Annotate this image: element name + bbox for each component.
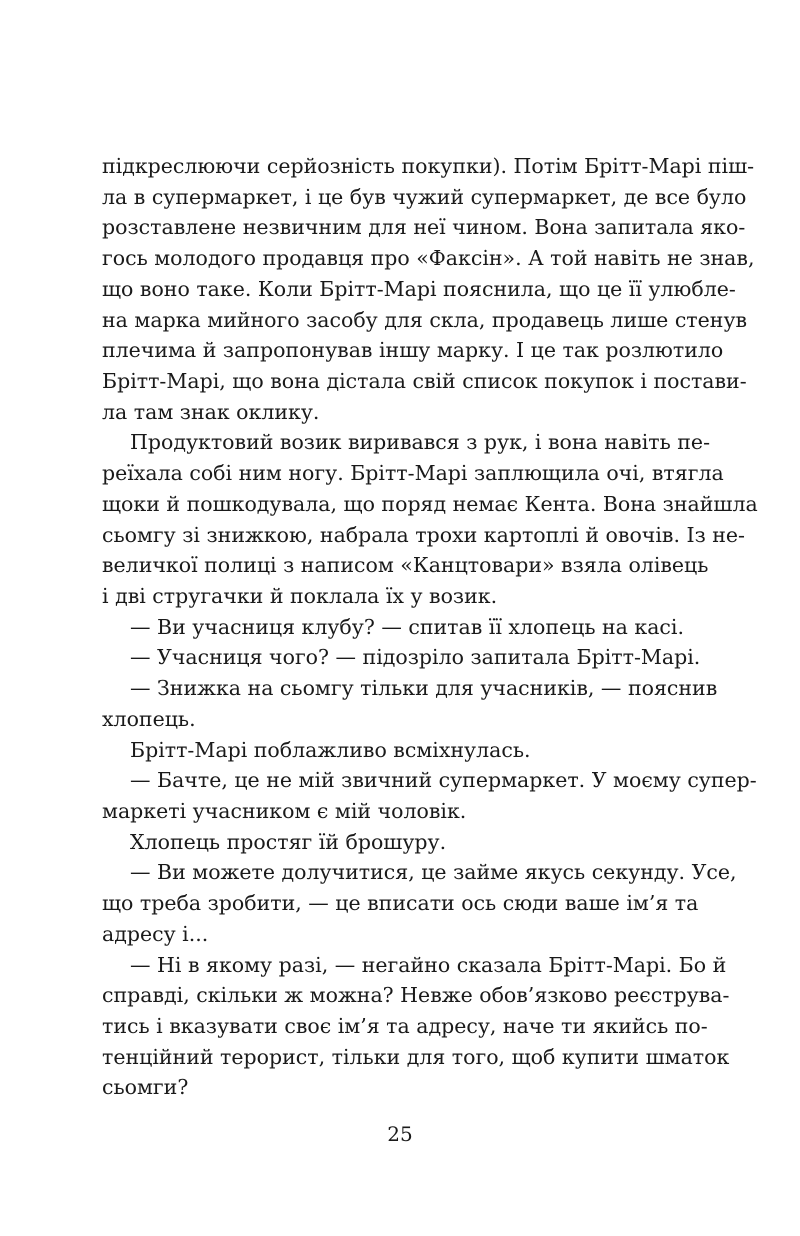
dialogue-line: — Ви можете долучитися, це займе якусь секунду. Усе, xyxy=(130,860,737,885)
dialogue-line: — Знижка на сьомгу тільки для учасників, — пояснив xyxy=(130,676,718,701)
text-line: ла в супермаркет, і це був чужий супермаркет, де все було xyxy=(102,184,747,209)
paragraph-start-line: Продуктовий возик виривався з рук, і вона навіть пе- xyxy=(130,430,710,455)
text-line: на марка мийного засобу для скла, продавець лише стенув xyxy=(102,307,748,332)
paragraph-start-line: Хлопець простяг їй брошуру. xyxy=(130,829,447,854)
text-line: гось молодого продавця про «Факсін». А той навіть не знав, xyxy=(102,246,755,271)
text-line: справді, скільки ж можна? Невже обов’язково реєструва- xyxy=(102,983,730,1008)
dialogue-line: — Учасниця чого? — підозріло запитала Брітт-Марі. xyxy=(130,645,701,670)
text-line: і дві стругачки й поклала їх у возик. xyxy=(102,584,498,608)
dialogue-line: — Ви учасниця клубу? — спитав її хлопець на касі. xyxy=(130,614,684,639)
text-line: хлопець. xyxy=(102,706,196,731)
text-line: що треба зробити, — це вписати ось сюди ваше ім’я та xyxy=(102,891,699,916)
text-line: підкреслюючи серйозність покупки). Потім Брітт-Марі піш- xyxy=(102,154,755,178)
text-line: щоки й пошкодувала, що поряд немає Кента. Вона знайшла xyxy=(102,491,758,516)
text-line: ла там знак оклику. xyxy=(102,399,320,424)
text-line: що воно таке. Коли Брітт-Марі пояснила, що це її улюбле- xyxy=(102,276,736,301)
text-line: величкої полиці з написом «Канцтовари» взяла олівець xyxy=(102,553,709,578)
text-line: тись і вказувати своє ім’я та адресу, наче ти якийсь по- xyxy=(102,1014,708,1039)
text-line: сьомги? xyxy=(102,1075,189,1100)
paragraph-start-line: Брітт-Марі поблажливо всміхнулась. xyxy=(130,737,531,762)
text-line: маркеті учасником є мій чоловік. xyxy=(102,799,467,824)
text-line: реїхала собі ним ногу. Брітт-Марі заплющила очі, втягла xyxy=(102,461,724,486)
text-line: сьомгу зі знижкою, набрала трохи картоплі й овочів. Із не- xyxy=(102,522,745,547)
text-line: розставлене незвичним для неї чином. Вона запитала яко- xyxy=(102,215,746,240)
dialogue-line: — Бачте, це не мій звичний супермаркет. У моєму супер- xyxy=(130,768,757,793)
page-number: 25 xyxy=(387,1122,413,1146)
dialogue-line: — Ні в якому разі, — негайно сказала Брітт-Марі. Бо й xyxy=(130,952,727,977)
text-line: плечима й запропонував іншу марку. І це так розлютило xyxy=(102,338,724,363)
text-line: Брітт-Марі, що вона дістала свій список покупок і постави- xyxy=(102,369,747,393)
text-line: адресу і... xyxy=(102,921,209,946)
text-line: тенційний терорист, тільки для того, щоб купити шматок xyxy=(102,1044,730,1069)
